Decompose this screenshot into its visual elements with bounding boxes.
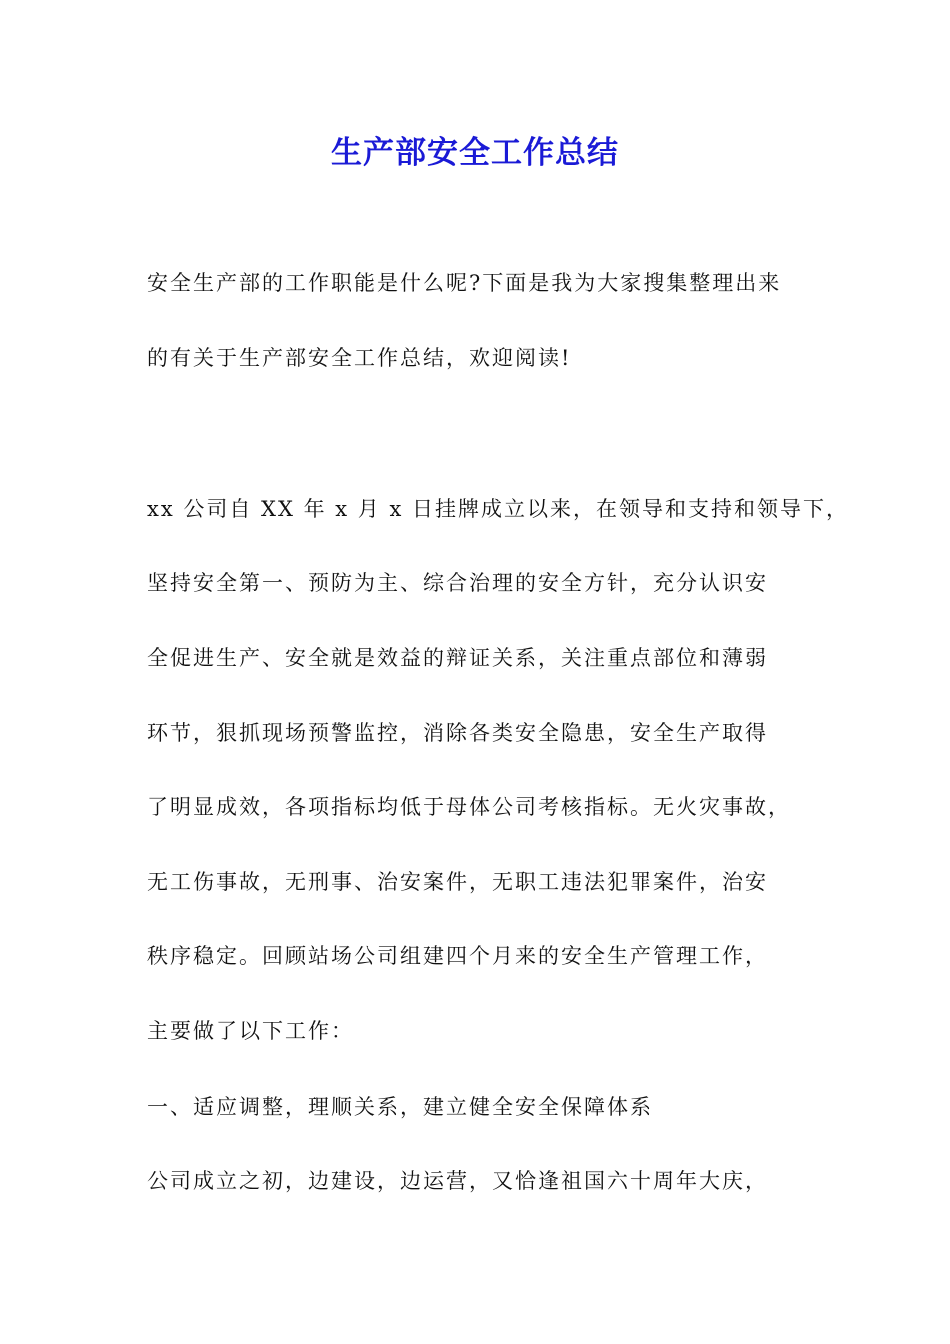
section-line-1: 公司成立之初，边建设，边运营，又恰逢祖国六十周年大庆， — [147, 1169, 768, 1193]
body-line-8: 主要做了以下工作： — [147, 1019, 354, 1043]
body-line-1: xx 公司自 XX 年 x 月 x 日挂牌成立以来，在领导和支持和领导下， — [147, 497, 849, 521]
body-line-6: 无工伤事故，无刑事、治安案件，无职工违法犯罪案件，治安 — [147, 870, 768, 894]
body-line-2: 坚持安全第一、预防为主、综合治理的安全方针，充分认识安 — [147, 571, 768, 595]
intro-line-1: 安全生产部的工作职能是什么呢?下面是我为大家搜集整理出来 — [147, 271, 782, 295]
body-line-5: 了明显成效，各项指标均低于母体公司考核指标。无火灾事故， — [147, 795, 791, 819]
intro-line-2: 的有关于生产部安全工作总结，欢迎阅读! — [147, 346, 572, 370]
body-line-4: 环节，狠抓现场预警监控，消除各类安全隐患，安全生产取得 — [147, 721, 768, 745]
body-line-3: 全促进生产、安全就是效益的辩证关系，关注重点部位和薄弱 — [147, 646, 768, 670]
section-heading: 一、适应调整，理顺关系，建立健全安全保障体系 — [147, 1095, 653, 1119]
document-title: 生产部安全工作总结 — [331, 135, 619, 171]
body-line-7: 秩序稳定。回顾站场公司组建四个月来的安全生产管理工作， — [147, 944, 768, 968]
